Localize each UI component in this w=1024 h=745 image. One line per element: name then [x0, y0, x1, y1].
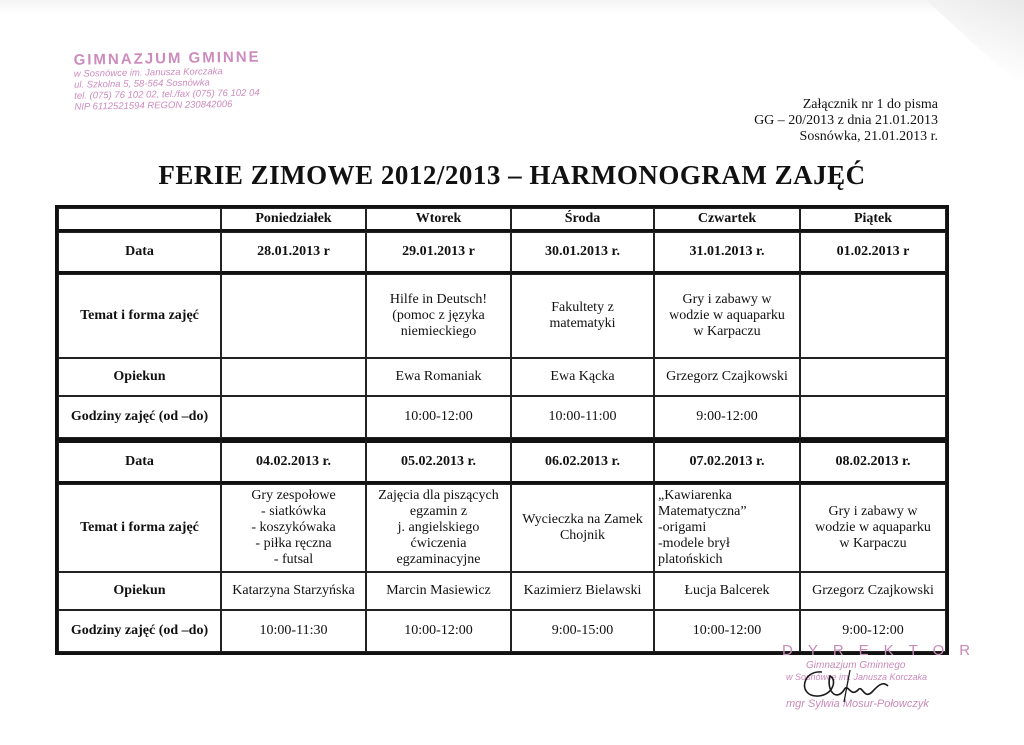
topic-cell: Gry i zabawy w wodzie w aquaparku w Karpaczu	[800, 484, 946, 572]
topic-cell: Gry i zabawy w wodzie w aquaparku w Karpaczu	[654, 274, 800, 358]
supervisor-cell: Ewa Kącka	[511, 358, 654, 396]
date-cell: 29.01.2013 r	[366, 232, 511, 274]
director-stamp-line: w Sosnówce im. Janusza Korczaka	[786, 672, 928, 682]
reference-line: Sosnówka, 21.01.2013 r.	[799, 129, 938, 144]
supervisor-cell: Grzegorz Czajkowski	[800, 572, 946, 610]
date-cell: 31.01.2013 r.	[654, 232, 800, 274]
topic-cell: Fakultety z matematyki	[511, 274, 654, 358]
handwritten-signature-icon	[792, 650, 902, 710]
week1-supervisor-row	[58, 358, 946, 396]
topic-cell	[221, 274, 366, 358]
date-cell: 08.02.2013 r.	[800, 438, 946, 484]
school-stamp-line: w Sosnówce im. Janusza Korczaka	[73, 66, 223, 80]
topic-cell: Zajęcia dla piszących egzamin z j. angielskiego ćwiczenia egzaminacyjne	[366, 484, 511, 572]
schedule-table	[55, 205, 949, 655]
director-stamp-title: DYREKTOR	[782, 642, 986, 659]
school-stamp-line: ul. Szkolna 5, 58-564 Sosnówka	[73, 77, 210, 91]
school-stamp-line: tel. (075) 76 102 02, tel./fax (075) 76 102 04	[74, 87, 260, 102]
reference-line: GG – 20/2013 z dnia 21.01.2013	[754, 113, 938, 128]
week1-hours-row	[58, 396, 946, 438]
date-cell: 01.02.2013 r	[800, 232, 946, 274]
topic-cell: Wycieczka na Zamek Chojnik	[511, 484, 654, 572]
topic-cell: Hilfe in Deutsch! (pomoc z języka niemieckiego	[366, 274, 511, 358]
document-title: FERIE ZIMOWE 2012/2013 – HARMONOGRAM ZAJĘĆ	[158, 160, 866, 190]
hours-cell: 9:00-15:00	[511, 610, 654, 652]
hours-cell	[800, 396, 946, 438]
supervisor-cell: Ewa Romaniak	[366, 358, 511, 396]
row-label: Temat i forma zajęć	[58, 484, 221, 572]
row-label: Data	[58, 438, 221, 484]
supervisor-cell: Kazimierz Bielawski	[511, 572, 654, 610]
supervisor-cell: Grzegorz Czajkowski	[654, 358, 800, 396]
topic-cell: „Kawiarenka Matematyczna” -origami -modele brył platońskich	[654, 484, 800, 572]
hours-cell: 10:00-12:00	[366, 610, 511, 652]
corner-cell	[58, 208, 221, 232]
week2-topic-row	[58, 484, 946, 572]
director-stamp-line: mgr Sylwia Mosur-Połowczyk	[786, 698, 929, 710]
week2-supervisor-row	[58, 572, 946, 610]
hours-cell: 10:00-12:00	[654, 610, 800, 652]
row-label: Opiekun	[58, 358, 221, 396]
supervisor-cell: Marcin Masiewicz	[366, 572, 511, 610]
week1-topic-row	[58, 274, 946, 358]
date-cell: 30.01.2013 r.	[511, 232, 654, 274]
hours-cell: 10:00-11:00	[511, 396, 654, 438]
page-fold-corner	[884, 0, 1024, 90]
row-label: Temat i forma zajęć	[58, 274, 221, 358]
supervisor-cell: Katarzyna Starzyńska	[221, 572, 366, 610]
hours-cell: 10:00-12:00	[366, 396, 511, 438]
row-label: Data	[58, 232, 221, 274]
day-header: Czwartek	[654, 208, 800, 232]
week2-date-row	[58, 438, 946, 484]
school-stamp	[73, 48, 274, 112]
topic-cell: Gry zespołowe - siatkówka - koszykówaka - piłka ręczna - futsal	[221, 484, 366, 572]
date-cell: 04.02.2013 r.	[221, 438, 366, 484]
day-header: Poniedziałek	[221, 208, 366, 232]
row-label: Godziny zajęć (od –do)	[58, 610, 221, 652]
supervisor-cell: Łucja Balcerek	[654, 572, 800, 610]
hours-cell	[221, 396, 366, 438]
supervisor-cell	[221, 358, 366, 396]
hours-cell: 9:00-12:00	[800, 610, 946, 652]
date-cell: 05.02.2013 r.	[366, 438, 511, 484]
hours-cell: 9:00-12:00	[654, 396, 800, 438]
date-cell: 07.02.2013 r.	[654, 438, 800, 484]
reference-line: Załącznik nr 1 do pisma	[802, 97, 938, 112]
director-signature-stamp	[770, 640, 986, 740]
supervisor-cell	[800, 358, 946, 396]
reference-block	[754, 97, 938, 145]
topic-cell	[800, 274, 946, 358]
school-stamp-line: NIP 6112521594 REGON 230842006	[74, 98, 233, 113]
row-label: Opiekun	[58, 572, 221, 610]
school-stamp-line: GIMNAZJUM GMINNE	[73, 48, 261, 69]
week1-date-row	[58, 232, 946, 274]
director-stamp-line: Gimnazjum Gminnego	[806, 660, 906, 671]
day-header: Piątek	[800, 208, 946, 232]
date-cell: 28.01.2013 r	[221, 232, 366, 274]
hours-cell: 10:00-11:30	[221, 610, 366, 652]
row-label: Godziny zajęć (od –do)	[58, 396, 221, 438]
date-cell: 06.02.2013 r.	[511, 438, 654, 484]
header-row	[58, 208, 946, 232]
day-header: Wtorek	[366, 208, 511, 232]
day-header: Środa	[511, 208, 654, 232]
